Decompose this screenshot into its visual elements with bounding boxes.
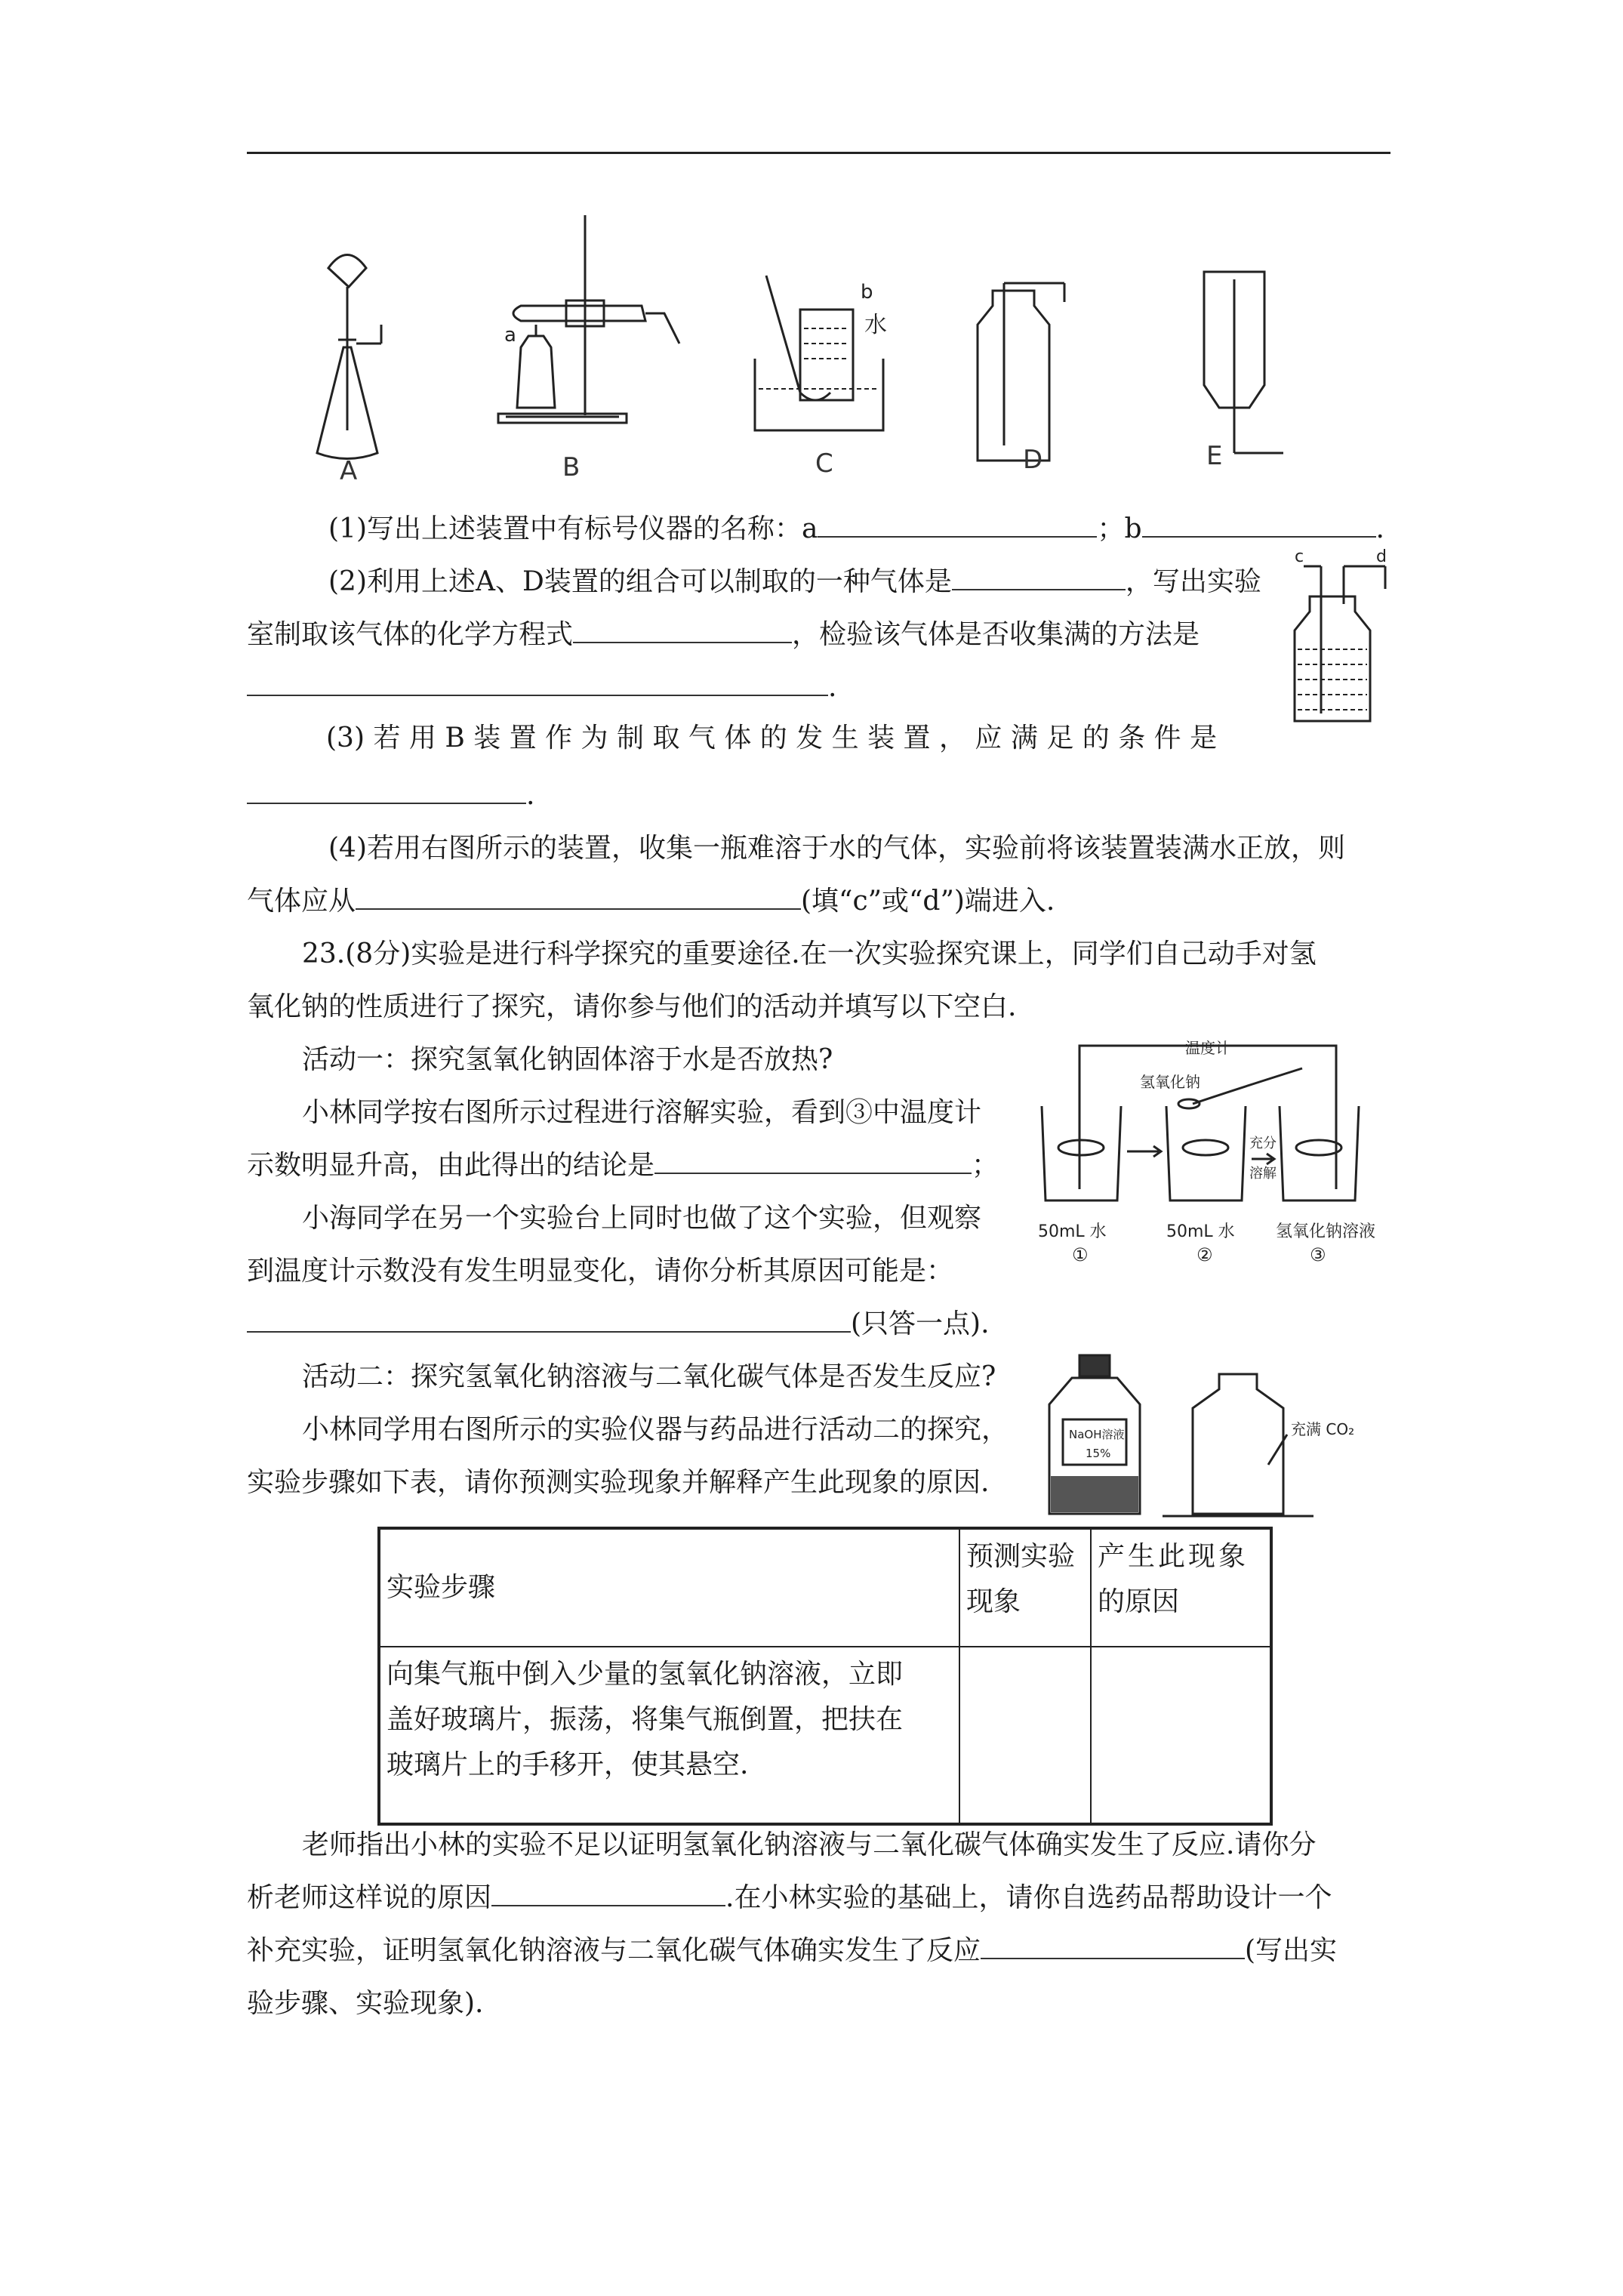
beaker2-caption: 50mL 水 [1166, 1222, 1235, 1241]
answer-blank-reason[interactable] [247, 1305, 851, 1333]
gas-bottle-figure [1287, 547, 1393, 725]
bottle-mark-c: c [1295, 547, 1304, 566]
beaker3-number: ③ [1310, 1244, 1326, 1265]
apparatus-water-label: 水 [864, 312, 887, 338]
arrow-label-2: 溶解 [1249, 1166, 1277, 1182]
q22-part2-line1: (2)利用上述A、D装置的组合可以制取的一种气体是 ，写出实验 [328, 562, 1261, 602]
naoh-solid-label: 氢氧化钠 [1140, 1073, 1200, 1091]
apparatus-label-c: C [815, 448, 833, 479]
activity2-line1: 小林同学用右图所示的实验仪器与药品进行活动二的探究， [302, 1414, 1009, 1445]
table-row [379, 1647, 1271, 1824]
reason-cell[interactable] [1091, 1647, 1271, 1824]
arrow-label-1: 充分 [1249, 1136, 1277, 1151]
prediction-cell[interactable] [959, 1647, 1091, 1824]
apparatus-label-b: B [562, 452, 581, 482]
beaker2-number: ② [1196, 1244, 1213, 1265]
q22-part4-line1: (4)若用右图所示的装置，收集一瓶难溶于水的气体，实验前将该装置装满水正放，则 [328, 833, 1345, 864]
naoh-bottle-label: NaOH溶液 [1069, 1428, 1125, 1441]
q22-part4-line2: 气体应从 (填“c”或“d”)端进入. [247, 882, 1055, 921]
header-steps: 实验步骤 [379, 1528, 959, 1647]
answer-blank-condition[interactable] [247, 777, 526, 804]
answer-blank-equation[interactable] [573, 616, 792, 643]
apparatus-label-a: A [340, 456, 358, 486]
naoh-co2-figure [1042, 1351, 1404, 1521]
q22-part3-answer: . [247, 776, 534, 815]
header-rule [247, 152, 1390, 154]
apparatus-figure [302, 211, 1298, 486]
answer-blank-full-check[interactable] [247, 669, 828, 696]
dissolution-figure [1019, 1034, 1397, 1284]
q22-part2-line2: 室制取该气体的化学方程式 ，检验该气体是否收集满的方法是 [247, 615, 1200, 655]
closing-line3: 补充实验，证明氢氧化钠溶液与二氧化碳气体确实发生了反应 (写出实 [247, 1931, 1337, 1971]
activity1-line3: 小海同学在另一个实验台上同时也做了这个实验，但观察 [302, 1203, 982, 1234]
beaker1-caption: 50mL 水 [1038, 1222, 1107, 1241]
activity1-line1: 小林同学按右图所示过程进行溶解实验，看到③中温度计 [302, 1097, 982, 1128]
q22-part3: (3) 若 用 B 装 置 作 为 制 取 气 体 的 发 生 装 置 ， 应 满 足 的 条 件 是 [326, 723, 1218, 754]
closing-line2: 析老师这样说的原因 .在小林实验的基础上，请你自选药品帮助设计一个 [247, 1878, 1332, 1918]
experiment-table [377, 1527, 1273, 1826]
closing-line1: 老师指出小林的实验不足以证明氢氧化钠溶液与二氧化碳气体确实发生了反应.请你分 [302, 1829, 1317, 1860]
thermometer-label: 温度计 [1185, 1039, 1230, 1057]
activity1-line4: 到温度计示数没有发生明显变化，请你分析其原因可能是： [247, 1256, 954, 1287]
apparatus-mark-b: b [861, 281, 873, 304]
answer-blank-supplement[interactable] [981, 1932, 1245, 1959]
beaker3-caption: 氢氧化钠溶液 [1276, 1222, 1376, 1241]
co2-jar-label: 充满 CO₂ [1291, 1420, 1355, 1438]
activity1-title: 活动一：探究氢氧化钠固体溶于水是否放热? [302, 1044, 833, 1075]
step-cell: 向集气瓶中倒入少量的氢氧化钠溶液，立即 盖好玻璃片，振荡，将集气瓶倒置，把扶在 玻璃片上的手移开，使其悬空. [379, 1647, 959, 1824]
activity1-line2: 示数明显升高，由此得出的结论是 ； [247, 1146, 999, 1185]
answer-blank-b[interactable] [1142, 510, 1376, 538]
beaker1-number: ① [1072, 1244, 1089, 1265]
apparatus-mark-a: a [504, 324, 516, 347]
table-header-row [379, 1528, 1271, 1647]
q22-part1: (1)写出上述装置中有标号仪器的名称：a ；b . [328, 510, 1384, 549]
answer-blank-a[interactable] [818, 510, 1097, 538]
q22-part2-line3: . [247, 668, 836, 707]
answer-blank-gas[interactable] [952, 563, 1126, 590]
activity1-line5: (只答一点). [247, 1305, 990, 1344]
answer-blank-conclusion[interactable] [654, 1147, 972, 1174]
closing-line4: 验步骤、实验现象). [247, 1988, 484, 2019]
naoh-bottle-percent: 15% [1086, 1447, 1111, 1460]
bottle-mark-d: d [1376, 547, 1387, 566]
answer-blank-inlet[interactable] [356, 883, 801, 910]
activity2-title: 活动二：探究氢氧化钠溶液与二氧化碳气体是否发生反应? [302, 1361, 996, 1392]
answer-blank-teacher-reason[interactable] [491, 1879, 725, 1906]
header-reason: 产生此现象 的原因 [1091, 1528, 1271, 1647]
header-prediction: 预测实验 现象 [959, 1528, 1091, 1647]
activity2-line2: 实验步骤如下表，请你预测实验现象并解释产生此现象的原因. [247, 1467, 990, 1498]
apparatus-label-e: E [1206, 441, 1223, 471]
q23-intro-line2: 氧化钠的性质进行了探究，请你参与他们的活动并填写以下空白. [247, 991, 1017, 1022]
apparatus-label-d: D [1023, 445, 1043, 475]
q23-intro-line1: 23.(8分)实验是进行科学探究的重要途径.在一次实验探究课上，同学们自己动手对氢 [302, 938, 1317, 969]
